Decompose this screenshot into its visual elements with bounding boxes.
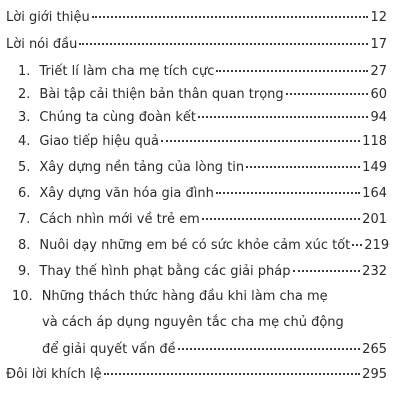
dot-leader xyxy=(216,60,368,72)
dot-leader xyxy=(198,106,368,118)
toc-entry-number: 8. xyxy=(18,238,31,253)
toc-entry-title: Cách nhìn mới về trẻ em xyxy=(39,212,200,227)
toc-entry-page: 118 xyxy=(362,134,387,149)
toc-entry-chapter-4 xyxy=(18,131,387,153)
toc-entry-number: 10. xyxy=(12,289,33,304)
toc-entry-chapter-3 xyxy=(18,107,387,129)
toc-entry-number: 7. xyxy=(18,212,31,227)
toc-entry-title: Nuôi dạy những em bé có sức khỏe cảm xúc tốt xyxy=(39,238,351,253)
toc-entry-page: 232 xyxy=(362,264,387,279)
toc-entry-page: 219 xyxy=(364,238,390,253)
toc-entry-title-continued: và cách áp dụng nguyên tắc cha mẹ chủ động xyxy=(42,315,344,330)
toc-entry-page: 164 xyxy=(362,186,387,201)
toc-entry-title: Chúng ta cùng đoàn kết xyxy=(39,110,196,125)
toc-entry-chapter-2 xyxy=(18,84,387,106)
toc-entry-page: 60 xyxy=(370,87,387,102)
toc-entry-number: 5. xyxy=(18,160,31,175)
toc-entry-chapter-5 xyxy=(18,157,387,179)
toc-entry-title: Triết lí làm cha mẹ tích cực xyxy=(39,64,215,79)
toc-entry-chapter-8 xyxy=(18,235,390,257)
dot-leader xyxy=(104,363,361,375)
toc-entry-chapter-9 xyxy=(18,261,387,283)
toc-entry-page: 295 xyxy=(362,367,387,382)
dot-leader xyxy=(202,208,360,220)
dot-leader xyxy=(286,83,369,95)
toc-entry-chapter-10-line-2 xyxy=(42,312,344,334)
toc-entry-title: Xây dựng văn hóa gia đình xyxy=(39,186,214,201)
dot-leader xyxy=(79,33,368,45)
toc-entry-chapter-6 xyxy=(18,183,387,205)
toc-entry-encouragement xyxy=(6,364,387,386)
toc-entry-title: Xây dựng nền tảng của lòng tin xyxy=(39,160,245,175)
toc-entry-number: 2. xyxy=(18,87,31,102)
toc-entry-title: Lời nói đầu xyxy=(6,37,78,52)
dot-leader xyxy=(161,130,360,142)
toc-entry-page: 27 xyxy=(370,64,387,79)
dot-leader xyxy=(92,6,369,18)
toc-entry-page: 94 xyxy=(370,110,387,125)
dot-leader xyxy=(178,338,361,350)
dot-leader xyxy=(216,182,360,194)
toc-entry-page: 149 xyxy=(362,160,387,175)
toc-entry-chapter-10-line-3 xyxy=(42,339,387,361)
toc-entry-number: 4. xyxy=(18,134,31,149)
dot-leader xyxy=(352,234,362,246)
toc-entry-number: 6. xyxy=(18,186,31,201)
toc-entry-introduction xyxy=(6,7,387,29)
toc-entry-page: 201 xyxy=(362,212,387,227)
toc-entry-page: 17 xyxy=(370,37,387,52)
toc-entry-page: 265 xyxy=(362,342,387,357)
toc-entry-number: 9. xyxy=(18,264,31,279)
toc-entry-title: Đôi lời khích lệ xyxy=(6,367,102,382)
toc-entry-number: 1. xyxy=(18,64,31,79)
dot-leader xyxy=(293,260,361,272)
toc-entry-preface xyxy=(6,34,387,56)
toc-entry-number: 3. xyxy=(18,110,31,125)
toc-entry-chapter-1 xyxy=(18,61,387,83)
toc-entry-chapter-10-line-1 xyxy=(12,286,328,308)
toc-entry-page: 12 xyxy=(370,10,387,25)
toc-entry-chapter-7 xyxy=(18,209,387,231)
toc-entry-title-continued: để giải quyết vấn đề xyxy=(42,342,176,357)
toc-entry-title: Thay thế hình phạt bằng các giải pháp xyxy=(39,264,291,279)
toc-entry-title: Giao tiếp hiệu quả xyxy=(39,134,159,149)
dot-leader xyxy=(246,156,360,168)
toc-entry-title: Bài tập cải thiện bản thân quan trọng xyxy=(39,87,284,102)
toc-entry-title: Lời giới thiệu xyxy=(6,10,90,25)
toc-entry-title: Những thách thức hàng đầu khi làm cha mẹ xyxy=(41,289,328,304)
